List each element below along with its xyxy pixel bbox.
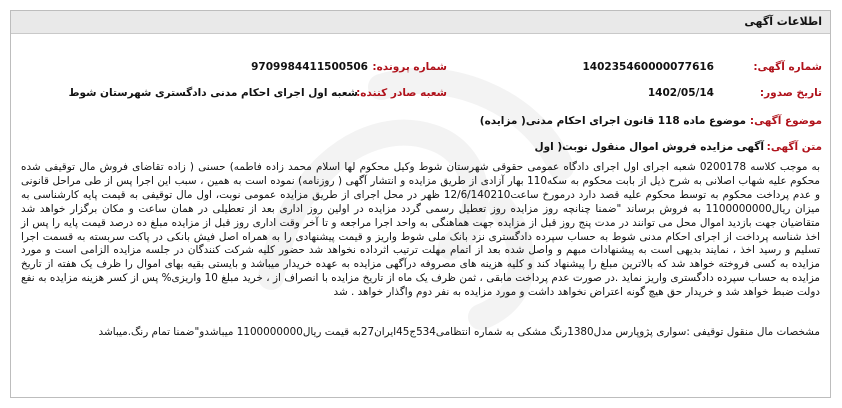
text-title: آگهی مزایده فروش اموال منقول نوبت( اول (534, 141, 764, 153)
ad-number-label: شماره آگهی: (753, 61, 822, 73)
case-number-value-row (251, 61, 368, 73)
subject-label: موضوع آگهی: (749, 115, 822, 127)
ad-number-value-row (582, 61, 714, 73)
ad-number-row (753, 61, 822, 73)
case-number-value: 9709984411500506 (251, 61, 368, 73)
text-title-row (534, 141, 764, 153)
date-label: تاریخ صدور: (759, 87, 822, 99)
panel-header (11, 11, 830, 34)
case-number-label: شماره پرونده: (372, 61, 447, 73)
property-specs: مشخصات مال منقول توقیفی :سواری پژوپارس مدل1380رنگ مشکی به شماره انتظامی534ج45ایران27به قیمت ریال1100000000 میباشدو"ضمنا تمام رنگ.میباشد (98, 326, 820, 338)
ad-number-value: 140235460000077616 (582, 61, 714, 73)
date-value: 1402/05/14 (647, 87, 714, 99)
subject-value-row (480, 115, 746, 127)
issuer-label-row (356, 87, 447, 99)
date-value-row (648, 87, 714, 99)
case-number-label-row (372, 61, 447, 73)
subject-value: موضوع ماده 118 قانون اجرای احکام مدنی( مزایده) (479, 115, 746, 127)
text-label: متن آگهی: (766, 141, 822, 153)
ad-info-panel (10, 10, 831, 398)
issuer-value: شعبه اول اجرای احکام مدنی دادگستری شهرستان شوط (68, 87, 358, 99)
issuer-label: شعبه صادر کننده: (356, 87, 447, 99)
date-label-row (760, 87, 822, 99)
issuer-value-row (69, 87, 358, 99)
text-label-row (767, 141, 822, 153)
ad-body-paragraph: به موجب کلاسه 0200178 شعبه اجرای اول اجرای دادگاه عمومی حقوقی شهرستان شوط وکیل محکوم لها اسلام محمد زاده فاطمه) حسنی ( زاده تقاضای فروش مال توقیفی شده محکوم علیه شهاب اصلانی به شرح ذیل از بابت محکوم به سکه110 بهار آزادی از طریق مزایده و انتشار آگهی ( روزنامه) نموده است به همین ، سبب این اجرا پس از طی مراحل قانونی و عدم پرداخت محکوم به توسط محکوم علیه قصد دارد درمورخ ساعت12/6/140210 ظهر در محل اجرای از طریق مزایده عمومی نوبت، اول مال توقیفی به قیمت پایه کارشناسی به میزان ریال1100000000 به فروش برساند "ضمنا چنانچه روز مزایده روز تعطیل رسمی گردد مزایده در اولین روز اداری بعد از تعطیلی در همان ساعت و مکان برگزار خواهد شد متقاضیان جهت بازدید اموال محل می توانند در مدت پنج روز قبل از مزایده جهت هماهنگی به واحد اجرا مراجعه و تا آخر وقت اداری روز قبل از مزایده مبلغ ده درصد قیمت پایه را پس از اخذ شناسه پرداخت از اجرای احکام مدنی شوط به حساب سپرده دادگستری نزد بانک ملی شوط واریز و قیمت پیشنهادی را به همراه اصل فیش بانکی در پاکت سربسته به قسمت اجرا تسلیم و رسید اخذ ، نمایند بدیهی است به پیشنهادات مبهم و واصل شده بعد از اتمام مهلت ترتیب اثرداده نخواهد شد حضور کلیه شرکت کنندگان در جلسه مزایده الزامی است و مورد مزایده به کسی فروخته خواهد شد که بالاترین مبلغ را پیشنهاد کند و کلیه هزینه های مصروفه درآگهی مزایده به عهده خریدار میباشد و بایستی بقیه بهای اموال را ظرف یک هفته از تاریخ مزایده به حساب سپرده دادگستری واریز نماید .در صورت عدم پرداخت مابقی ، ثمن ظرف یک ماه از تاریخ مزایده با انصراف از ، خرید مبلغ 10 واریزی% پس از کسر هزینه مزایده به نفع دولت ضبط خواهد شد و خریدار حق هیچ گونه اعتراض نخواهد داشت و مورد مزایده به نفر دوم واگذار خواهد . شد (21, 161, 821, 299)
subject-label-row (750, 115, 822, 127)
panel-title: اطلاعات آگهی (744, 15, 822, 28)
